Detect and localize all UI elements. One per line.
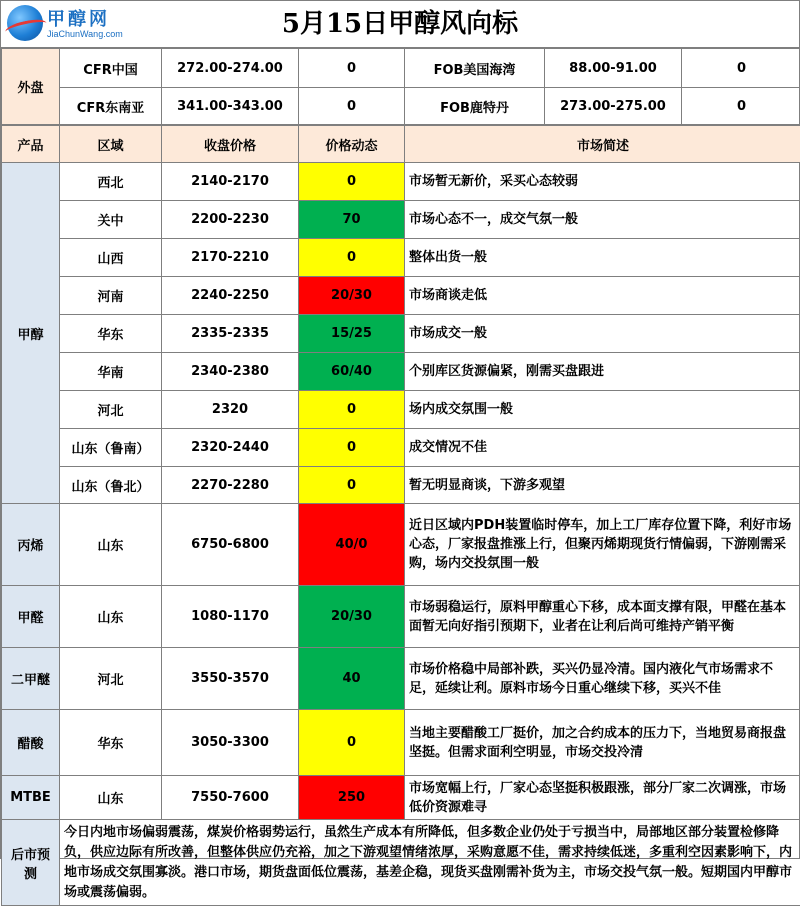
region-cell: 山东 (60, 504, 162, 586)
outer-price: 88.00-91.00 (545, 49, 682, 88)
price-cell: 1080-1170 (162, 586, 299, 648)
price-cell: 2320-2440 (162, 429, 299, 467)
product-cell: 醋酸 (2, 710, 60, 776)
outer-name: CFR中国 (60, 49, 162, 88)
product-cell: MTBE (2, 776, 60, 820)
region-cell: 河南 (60, 277, 162, 315)
price-cell: 2240-2250 (162, 277, 299, 315)
region-cell: 山东 (60, 776, 162, 820)
table-row (2, 315, 800, 353)
region-cell: 西北 (60, 163, 162, 201)
change-cell: 0 (299, 239, 405, 277)
price-cell: 6750-6800 (162, 504, 299, 586)
forecast-label: 后市预测 (2, 820, 60, 906)
price-cell: 3550-3570 (162, 648, 299, 710)
product-cell: 甲醇 (2, 163, 60, 504)
price-cell: 2335-2335 (162, 315, 299, 353)
table-row (2, 504, 800, 586)
desc-cell: 市场弱稳运行，原料甲醇重心下移，成本面支撑有限，甲醛在基本面暂无向好指引预期下，业者在让利后尚可维持产销平衡 (405, 586, 800, 648)
outer-market-table (1, 48, 800, 125)
product-cell: 甲醛 (2, 586, 60, 648)
price-cell: 2270-2280 (162, 467, 299, 504)
change-cell: 0 (299, 163, 405, 201)
desc-cell: 市场心态不一，成交气氛一般 (405, 201, 800, 239)
price-cell: 2170-2210 (162, 239, 299, 277)
desc-cell: 个别库区货源偏紧，刚需买盘跟进 (405, 353, 800, 391)
market-table (1, 125, 800, 906)
table-row (2, 391, 800, 429)
change-cell: 0 (299, 391, 405, 429)
change-cell: 15/25 (299, 315, 405, 353)
region-cell: 华东 (60, 710, 162, 776)
region-cell: 华南 (60, 353, 162, 391)
desc-cell: 市场价格稳中局部补跌，买兴仍显冷清。国内液化气市场需求不足，延续让利。原料市场今日重心继续下移，买兴不佳 (405, 648, 800, 710)
table-row (2, 776, 800, 820)
outer-name: FOB鹿特丹 (405, 88, 545, 125)
region-cell: 山西 (60, 239, 162, 277)
table-row (2, 277, 800, 315)
column-header-row (2, 126, 800, 163)
col-header-change: 价格动态 (299, 126, 405, 163)
desc-cell: 市场宽幅上行，厂家心态坚挺积极跟涨，部分厂家二次调涨，市场低价资源难寻 (405, 776, 800, 820)
table-row (2, 429, 800, 467)
change-cell: 0 (299, 710, 405, 776)
region-cell: 河北 (60, 648, 162, 710)
col-header-desc: 市场简述 (405, 126, 800, 163)
outer-price: 273.00-275.00 (545, 88, 682, 125)
change-cell: 20/30 (299, 586, 405, 648)
col-header-price: 收盘价格 (162, 126, 299, 163)
price-cell: 3050-3300 (162, 710, 299, 776)
outer-price: 341.00-343.00 (162, 88, 299, 125)
product-cell: 二甲醚 (2, 648, 60, 710)
desc-cell: 当地主要醋酸工厂挺价，加之合约成本的压力下，当地贸易商报盘坚挺。但需求面利空明显，市场交投冷清 (405, 710, 800, 776)
table-row (2, 163, 800, 201)
desc-cell: 市场暂无新价，采买心态较弱 (405, 163, 800, 201)
logo-text-en: JiaChunWang.com (47, 29, 123, 39)
region-cell: 山东（鲁北） (60, 467, 162, 504)
table-row (2, 710, 800, 776)
price-cell: 2340-2380 (162, 353, 299, 391)
change-cell: 60/40 (299, 353, 405, 391)
table-row (2, 201, 800, 239)
desc-cell: 近日区域内PDH装置临时停车，加上工厂库存位置下降，利好市场心态，厂家报盘推涨上行，但聚丙烯期现货行情偏弱，下游刚需采购，场内交投氛围一般 (405, 504, 800, 586)
forecast-text: 今日内地市场偏弱震荡，煤炭价格弱势运行，虽然生产成本有所降低，但多数企业仍处于亏损当中，局部地区部分装置检修降负，供应边际有所改善，但整体供应仍充裕，加之下游观望情绪浓厚，采购意愿不佳，需求持续低迷，多重利空因素影响下，内地市场成交氛围寡淡。港口市场，期货盘面低位震荡，基差企稳，现货买盘刚需补货为主，市场交投气氛一般。短期国内甲醇市场或震荡偏弱。 (60, 820, 800, 906)
outer-price: 272.00-274.00 (162, 49, 299, 88)
region-cell: 河北 (60, 391, 162, 429)
outer-row (2, 49, 800, 88)
title-bar (1, 1, 799, 48)
region-cell: 山东（鲁南） (60, 429, 162, 467)
change-cell: 70 (299, 201, 405, 239)
desc-cell: 市场商谈走低 (405, 277, 800, 315)
desc-cell: 暂无明显商谈，下游多观望 (405, 467, 800, 504)
col-header-region: 区域 (60, 126, 162, 163)
outer-name: FOB美国海湾 (405, 49, 545, 88)
price-cell: 7550-7600 (162, 776, 299, 820)
change-cell: 250 (299, 776, 405, 820)
outer-change: 0 (682, 88, 800, 125)
table-row (2, 353, 800, 391)
table-row (2, 467, 800, 504)
product-cell: 丙烯 (2, 504, 60, 586)
change-cell: 40 (299, 648, 405, 710)
desc-cell: 成交情况不佳 (405, 429, 800, 467)
col-header-product: 产品 (2, 126, 60, 163)
forecast-row (2, 820, 800, 906)
price-cell: 2200-2230 (162, 201, 299, 239)
other-products-section (2, 504, 800, 820)
region-cell: 关中 (60, 201, 162, 239)
change-cell: 0 (299, 429, 405, 467)
change-cell: 20/30 (299, 277, 405, 315)
desc-cell: 市场成交一般 (405, 315, 800, 353)
region-cell: 山东 (60, 586, 162, 648)
outer-change: 0 (682, 49, 800, 88)
price-cell: 2140-2170 (162, 163, 299, 201)
outer-name: CFR东南亚 (60, 88, 162, 125)
price-cell: 2320 (162, 391, 299, 429)
table-row (2, 586, 800, 648)
change-cell: 40/0 (299, 504, 405, 586)
region-cell: 华东 (60, 315, 162, 353)
methanol-section (2, 163, 800, 504)
table-row (2, 648, 800, 710)
outer-change: 0 (299, 88, 405, 125)
outer-change: 0 (299, 49, 405, 88)
outer-row (2, 88, 800, 125)
page-title: 5月15日甲醇风向标 (1, 1, 799, 48)
desc-cell: 场内成交氛围一般 (405, 391, 800, 429)
table-row (2, 239, 800, 277)
logo-text-cn: 甲醇网 (47, 5, 110, 31)
change-cell: 0 (299, 467, 405, 504)
desc-cell: 整体出货一般 (405, 239, 800, 277)
outer-label: 外盘 (2, 49, 60, 125)
